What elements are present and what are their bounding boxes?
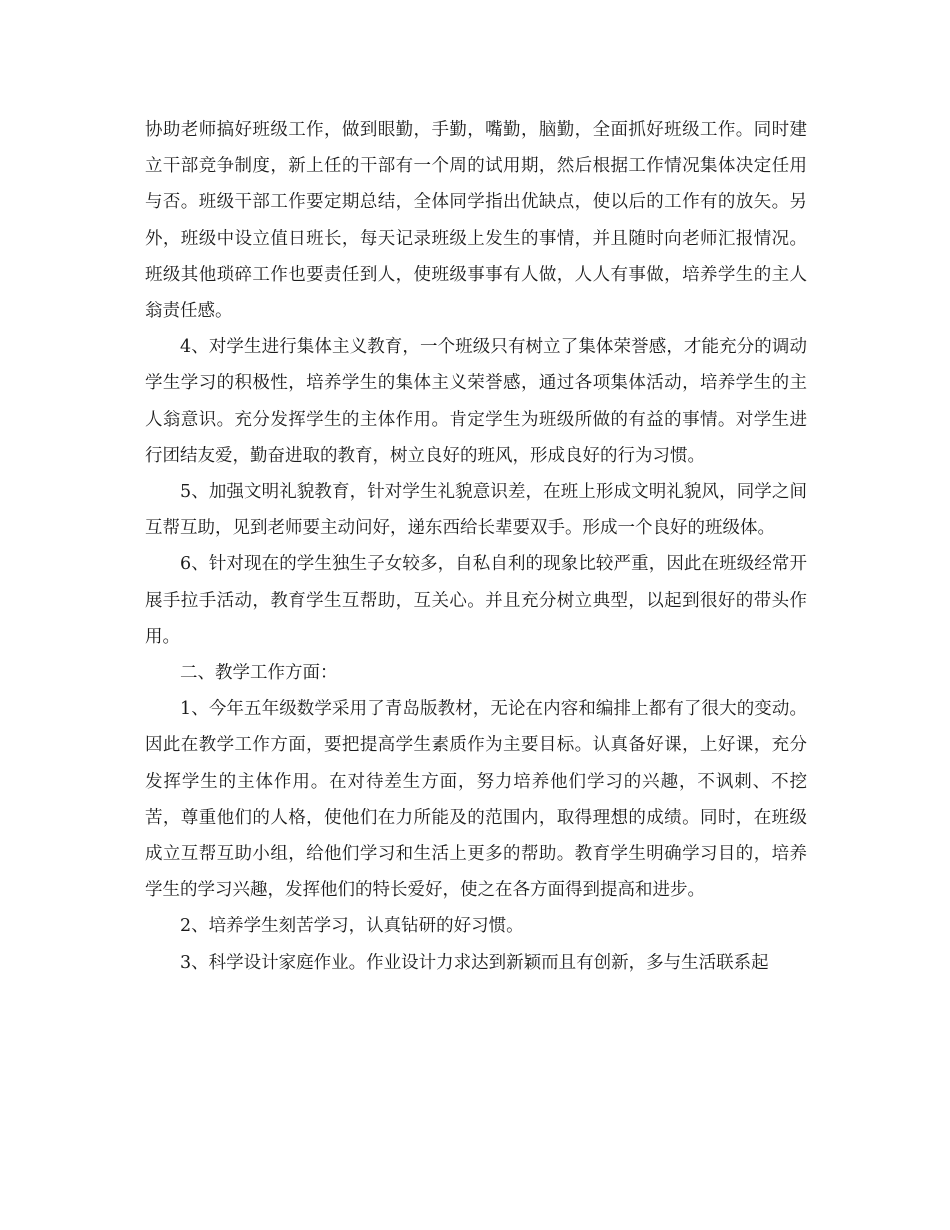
paragraph-math-textbook: 1、今年五年级数学采用了青岛版教材，无论在内容和编排上都有了很大的变动。因此在教学工作方面，要把提高学生素质作为主要目标。认真备好课，上好课，充分发挥学生的主体作用。在对待差生方面，努力培养他们学习的兴趣，不讽刺、不挖苦，尊重他们的人格，使他们在力所能及的范围内，取得理想的成绩。同时，在班级成立互帮互助小组，给他们学习和生活上更多的帮助。教育学生明确学习目的，培养学生的学习兴趣，发挥他们的特长爱好，使之在各方面得到提高和进步。 — [145, 699, 807, 901]
document-body — [145, 112, 807, 981]
paragraph-homework-design: 3、科学设计家庭作业。作业设计力求达到新颖而且有创新，多与生活联系起 — [180, 952, 769, 973]
paragraph-courtesy-education: 5、加强文明礼貌教育，针对学生礼貌意识差，在班上形成文明礼貌风，同学之间互帮互助，见到老师要主动问好，递东西给长辈要双手。形成一个良好的班级体。 — [145, 482, 807, 539]
paragraph-study-habits: 2、培养学生刻苦学习，认真钻研的好习惯。 — [180, 916, 524, 937]
paragraph-collective-education: 4、对学生进行集体主义教育，一个班级只有树立了集体荣誉感，才能充分的调动学生学习的积极性，培养学生的集体主义荣誉感，通过各项集体活动，培养学生的主人翁意识。充分发挥学生的主体作用。肯定学生为班级所做的有益的事情。对学生进行团结友爱，勤奋进取的教育，树立良好的班风，形成良好的行为习惯。 — [145, 337, 807, 466]
paragraph-class-cadre-work: 协助老师搞好班级工作，做到眼勤，手勤，嘴勤，脑勤，全面抓好班级工作。同时建立干部竞争制度，新上任的干部有一个周的试用期，然后根据工作情况集体决定任用与否。班级干部工作要定期总结，全体同学指出优缺点，使以后的工作有的放矢。另外，班级中设立值日班长，每天记录班级上发生的事情，并且随时向老师汇报情况。班级其他琐碎工作也要责任到人，使班级事事有人做，人人有事做，培养学生的主人翁责任感。 — [145, 120, 807, 322]
paragraph-mutual-help: 6、针对现在的学生独生子女较多，自私自利的现象比较严重，因此在班级经常开展手拉手活动，教育学生互帮助，互关心。并且充分树立典型，以起到很好的带头作用。 — [145, 554, 807, 647]
section-heading-teaching-work: 二、教学工作方面： — [180, 663, 338, 684]
